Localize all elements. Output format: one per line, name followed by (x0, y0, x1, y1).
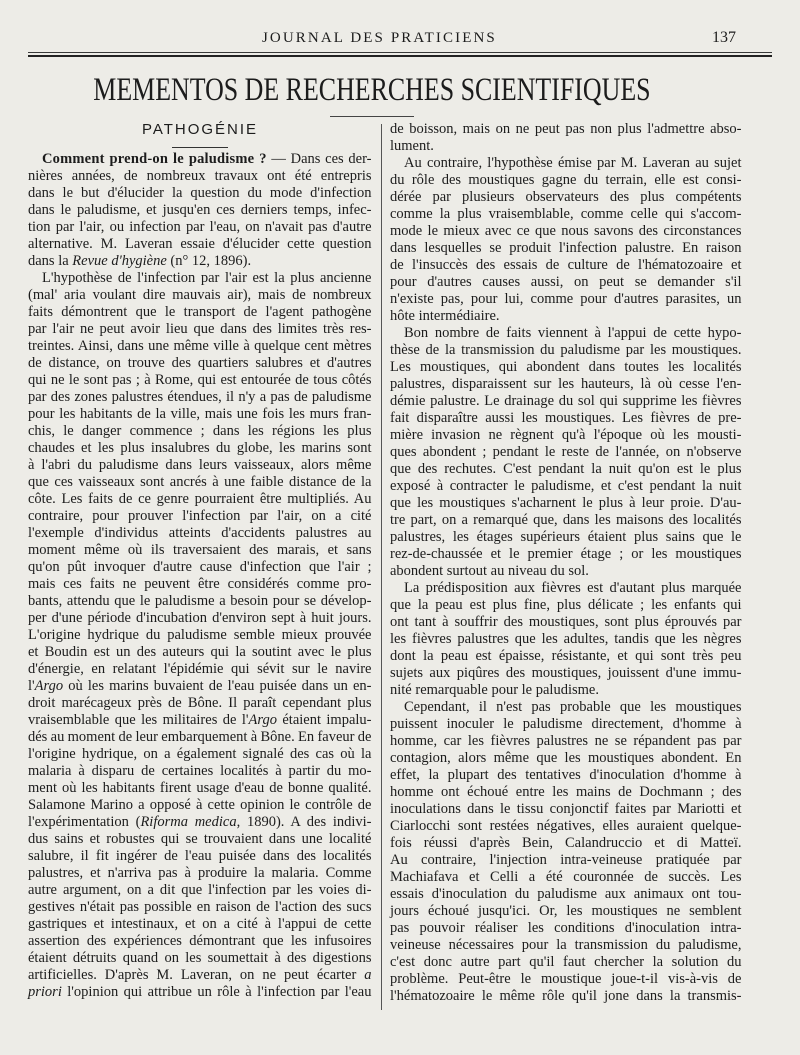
text-line (28, 253, 372, 270)
section-heading-rule (172, 147, 228, 148)
text-line (390, 410, 742, 427)
bold-run-in-question: Comment prend-on le paludisme ? (42, 151, 267, 167)
text-line (390, 886, 742, 903)
text-line (28, 780, 372, 797)
text-line (28, 746, 372, 763)
line-text: essais d'inoculation du paludisme aux animaux ont tou- (390, 886, 742, 902)
line-text: l'origine hydrique, on a également signalé des cas où la (28, 746, 372, 762)
text-run: l'opinion qui attribue un rôle à l'infection par l'eau (61, 984, 372, 1000)
text-line (390, 291, 742, 308)
paragraph (390, 155, 742, 325)
line-text: dont la peau est épaisse, résistante, et qui sont très peu (390, 648, 742, 664)
text-line (390, 427, 742, 444)
line-text: de distance, on trouve des quartiers salubres et d'autres (28, 355, 372, 371)
text-line (390, 376, 742, 393)
text-run: dans la (28, 253, 73, 269)
text-line (28, 440, 372, 457)
line-text: La prédisposition aux fièvres est d'autant plus marquée (404, 580, 742, 596)
line-text: comme la plus vraisemblable, comme celle qui s'accom- (390, 206, 742, 222)
line-text: d'énergie, en relatant l'épidémie qui sévit sur le navire (28, 661, 372, 677)
italic-text: Riforma medica (140, 814, 237, 830)
line-text: dans le but d'élucider la question du mode d'infection (28, 185, 372, 201)
line-text: veineuse nécessaires pour la transmission du paludisme, (390, 937, 742, 953)
text-line (390, 495, 742, 512)
text-line (28, 525, 372, 542)
line-text: que ces vaisseaux sont ancrés à une faible distance de la (28, 474, 372, 490)
line-text: pour d'autres causes aussi, on peut se demander s'il (390, 274, 742, 290)
line-text: de boisson, mais on ne peut pas non plus l'admettre abso- (390, 121, 742, 137)
italic-text: Argo (34, 678, 64, 694)
text-line (390, 818, 742, 835)
text-line (28, 338, 372, 355)
line-text: du rôle des moustiques gagne du terrain, elle est consi- (390, 172, 742, 188)
header-rule-thin (28, 52, 772, 53)
series-title: MEMENTOS DE RECHERCHES SCIENTIFIQUES (93, 72, 651, 108)
text-line (28, 304, 372, 321)
line-text: puissent inoculer le paludisme directement, d'homme à (390, 716, 742, 732)
text-line (390, 172, 742, 189)
text-line (390, 971, 742, 988)
text-line (390, 835, 742, 852)
line-text: gestives n'était pas possible en raison de l'action des sucs (28, 899, 372, 915)
paragraph (390, 699, 742, 1005)
line-text: mais ces faits ne peuvent être considérés comme pro- (28, 576, 372, 592)
text-line (28, 185, 372, 202)
paragraph (28, 270, 372, 1001)
line-text: Les moustiques, qui abondent dans toutes les localités (390, 359, 742, 375)
column-body (390, 121, 742, 1005)
line-text: que des rechutes. C'est pendant la nuit qu'on est le plus (390, 461, 742, 477)
paragraph (390, 580, 742, 699)
text-line (390, 529, 742, 546)
text-line (390, 461, 742, 478)
text-run: — Dans ces der- (266, 151, 372, 167)
text-line (390, 325, 742, 342)
line-text: inoculations dans le tissu conjonctif faites par Mariotti et (390, 801, 742, 817)
paragraph (28, 151, 372, 270)
text-line (28, 593, 372, 610)
line-text: mode le mieux avec ce que nous savons des circonstances (390, 223, 742, 239)
line-text: Cependant, il n'est pas probable que les moustiques (404, 699, 742, 715)
line-text: que les moustiques s'acharnent le plus à leur proie. D'au- (390, 495, 742, 511)
text-line (28, 474, 372, 491)
text-line (28, 882, 372, 899)
line-text: nières années, de nombreux travaux ont été entrepris (28, 168, 372, 184)
line-text: chis, le danger commence ; dans les régions les plus (28, 423, 372, 439)
text-line (390, 903, 742, 920)
line-text: homme ont échoué entre les mains de Dochmann ; des (390, 784, 742, 800)
line-text: dans lesquelles se produit l'infection palustre. En raison (390, 240, 742, 256)
text-line (390, 937, 742, 954)
text-line (28, 236, 372, 253)
line-text: Ciarlocchi sont restées négatives, elles auraient quelque- (390, 818, 742, 834)
line-text: que la peau est plus fine, plus délicate ; les enfants qui (390, 597, 742, 613)
line-text: par l'air ne peut avoir lieu que dans des limites très res- (28, 321, 372, 337)
text-column-left (28, 121, 372, 1005)
line-text: l'exemple d'individus atteints d'accidents palustres au (28, 525, 372, 541)
line-text: pas pouvoir réaliser les conditions d'inoculation intra- (390, 920, 742, 936)
text-line (390, 121, 742, 138)
text-line (390, 206, 742, 223)
line-text: à l'abri du paludisme dans leurs vaisseaux, alors même (28, 457, 372, 473)
line-text: qu'on pût invoquer d'autre cause d'infection que l'air ; (28, 559, 372, 575)
column-body (28, 151, 372, 1001)
title-rule (330, 116, 414, 117)
line-text: palustres, disparaissent sur les hauteurs, là où cesse l'en- (390, 376, 742, 392)
text-line (28, 678, 372, 695)
text-line (28, 321, 372, 338)
line-text: chaudes et les plus insalubres du globe, les marins sont (28, 440, 372, 456)
line-text: dés au moment de leur embarquement à Bône. En faveur de (28, 729, 372, 745)
text-line (28, 797, 372, 814)
text-line (390, 393, 742, 410)
line-text: tre part, on a remarqué que, dans les maisons des localités (390, 512, 742, 528)
line-text (28, 253, 251, 269)
text-line (390, 189, 742, 206)
text-line (28, 661, 372, 678)
line-text: nité remarquable pour le paludisme. (390, 682, 599, 698)
line-text: tion par l'air, ou infection par l'eau, on n'avait pas d'autre (28, 219, 372, 235)
text-line (28, 848, 372, 865)
line-text: droit marécageux près de Bône. Il paraît cependant plus (28, 695, 372, 711)
header-rule-thick (28, 55, 772, 57)
text-line (390, 750, 742, 767)
line-text: rez-de-chaussée et le premier étage ; or les moustiques (390, 546, 742, 562)
text-line (390, 920, 742, 937)
text-line (28, 406, 372, 423)
text-line (28, 933, 372, 950)
line-text: (mal' aria voulant dire mauvais air), mais de nombreux (28, 287, 372, 303)
paragraph (390, 325, 742, 580)
line-text: les fièvres palustres que les adultes, tandis que les nègres (390, 631, 742, 647)
text-line (28, 610, 372, 627)
line-text (28, 712, 372, 728)
text-line (28, 763, 372, 780)
line-text (42, 151, 371, 167)
text-line (28, 559, 372, 576)
text-line (28, 627, 372, 644)
text-line (390, 257, 742, 274)
text-line (390, 954, 742, 971)
text-run: étaient impalu- (276, 712, 372, 728)
text-run: l'expérimentation ( (28, 814, 141, 830)
italic-text: Argo (248, 712, 277, 728)
line-text: Bon nombre de faits viennent à l'appui de cette hypo- (404, 325, 742, 341)
line-text: salubre, il fit ingérer de l'eau puisée dans des localités (28, 848, 372, 864)
text-line (390, 716, 742, 733)
text-line (28, 389, 372, 406)
line-text: problème. Peut-être le moustique joue-t-il vis-à-vis de (390, 971, 742, 987)
text-line (390, 138, 742, 155)
text-line (28, 355, 372, 372)
text-run: (n° 12, 1896). (166, 253, 252, 269)
text-line (390, 988, 742, 1005)
text-line (390, 801, 742, 818)
line-text: par des zones palustres étendues, il n'y a pas de paludisme (28, 389, 372, 405)
line-text: ques abondent ; pendant le reste de l'année, on n'observe (390, 444, 742, 460)
text-line (390, 767, 742, 784)
text-line (390, 512, 742, 529)
line-text: malaria à disparu de certaines localités à partir du mo- (28, 763, 372, 779)
line-text: gastriques et intestinaux, et on a cité à l'appui de cette (28, 916, 372, 932)
line-text (28, 678, 372, 694)
line-text: Salamone Marino a opposé à cette opinion le contrôle de (28, 797, 372, 813)
text-run: , 1890). A des indivi- (236, 814, 372, 830)
text-line (390, 869, 742, 886)
title-block (0, 72, 744, 108)
text-line (390, 274, 742, 291)
line-text: Au contraire, l'injection intra-veineuse pratiquée par (390, 852, 742, 868)
line-text: abondent surtout au niveau du sol. (390, 563, 589, 579)
line-text: per d'une période d'incubation d'environ sept à huit jours. (28, 610, 372, 626)
line-text (28, 984, 372, 1000)
line-text: pour les habitants de la ville, mais une fois les murs fran- (28, 406, 372, 422)
text-line (390, 155, 742, 172)
line-text: palustres, les étages supérieurs étaient plus sains que le (390, 529, 742, 545)
text-run: où les marins buvaient de l'eau puisée dans un en- (63, 678, 372, 694)
page-number: 137 (712, 29, 736, 46)
text-line (390, 342, 742, 359)
line-text: étaient détruits quand on les soumettait à des digestions (28, 950, 372, 966)
text-line (28, 950, 372, 967)
line-text: c'est donc autre part qu'il faut chercher la solution du (390, 954, 742, 970)
line-text: mière invasion ne règnent qu'à l'époque où les mousti- (390, 427, 742, 443)
italic-text: priori (28, 984, 62, 1000)
line-text: et Boudin est un des auteurs qui la soutint avec le plus (28, 644, 372, 660)
line-text: Au contraire, l'hypothèse émise par M. Laveran au sujet (404, 155, 742, 171)
text-line (390, 852, 742, 869)
text-column-right (390, 121, 742, 1005)
text-line (390, 546, 742, 563)
text-line (28, 712, 372, 729)
text-line (28, 168, 372, 185)
text-line (390, 648, 742, 665)
text-line (390, 563, 742, 580)
text-line (28, 491, 372, 508)
text-line (28, 508, 372, 525)
text-line (390, 308, 742, 325)
line-text: treintes. Ainsi, dans une même ville à quelque cent mètres (28, 338, 372, 354)
text-line (390, 699, 742, 716)
line-text: autre argument, on a dit que l'infection par les voies di- (28, 882, 372, 898)
text-line (28, 865, 372, 882)
line-text: moment même où ils traversaient des marais, et sans (28, 542, 372, 558)
text-line (28, 542, 372, 559)
section-heading: PATHOGÉNIE (141, 121, 259, 138)
line-text (28, 814, 372, 830)
text-line (28, 644, 372, 661)
text-line (390, 784, 742, 801)
column-divider (381, 124, 382, 1010)
text-line (28, 372, 372, 389)
text-line (28, 899, 372, 916)
running-head: JOURNAL DES PRATICIENS (262, 30, 497, 46)
line-text: faits démontrent que le transport de l'agent pathogène (28, 304, 372, 320)
line-text: qui ne le sont pas ; à Rome, qui est entourée de tous côtés (28, 372, 372, 388)
line-text: hôte intermédiaire. (390, 308, 500, 324)
text-line (28, 695, 372, 712)
line-text: dans le paludisme, et jusqu'en ces derniers temps, infec- (28, 202, 372, 218)
line-text: thèse de la transmission du paludisme par les moustiques. (390, 342, 742, 358)
italic-text: a (364, 967, 372, 983)
line-text: effet, la plupart des tentatives d'inoculation d'homme à (390, 767, 742, 783)
text-line (28, 202, 372, 219)
line-text: l'hématozoaire le même rôle qu'il jone dans la transmis- (390, 988, 742, 1004)
line-text: jours échoué jusqu'ici. Or, les moustiques ne semblent (390, 903, 742, 919)
text-run: l' (28, 678, 35, 694)
line-text: L'hypothèse de l'infection par l'air est la plus ancienne (42, 270, 372, 286)
text-run: vraisemblable que les militaires de l' (28, 712, 249, 728)
text-line (28, 967, 372, 984)
paragraph (390, 121, 742, 155)
text-line (28, 984, 372, 1001)
line-text: assertion des expériences démontrant que les infusoires (28, 933, 372, 949)
line-text: fait disparaître aussi les moustiques. Les fièvres de pre- (390, 410, 742, 426)
text-line (390, 631, 742, 648)
line-text: palustres, et n'arriva pas à produire la malaria. Comme (28, 865, 372, 881)
text-line (390, 223, 742, 240)
line-text: homme, car les fièvres palustres ne se répandent pas par (390, 733, 742, 749)
italic-text: Revue d'hygiène (72, 253, 167, 269)
text-line (28, 457, 372, 474)
line-text: Machiafava et Celli a été couronnée de succès. Les (390, 869, 742, 885)
line-text: bants, attendu que le paludisme a besoin pour se dévelop- (28, 593, 372, 609)
line-text: exposé à contracter le paludisme, et c'est pendant la nuit (390, 478, 742, 494)
text-line (390, 359, 742, 376)
line-text: lument. (390, 138, 434, 154)
text-line (28, 576, 372, 593)
text-line (390, 665, 742, 682)
line-text: contraire, pour prouver l'infection par l'air, on a cité (28, 508, 372, 524)
text-run: artificielles. D'après M. Laveran, on ne peut écarter (28, 967, 365, 983)
text-line (390, 240, 742, 257)
line-text (28, 967, 372, 983)
text-line (28, 831, 372, 848)
line-text: ont tant à souffrir des moustiques, sont plus éprouvés par (390, 614, 742, 630)
line-text: L'origine hydrique du paludisme semble mieux prouvée (28, 627, 372, 643)
text-line (28, 814, 372, 831)
text-line (390, 478, 742, 495)
text-line (390, 444, 742, 461)
line-text: contagion, alors même que les moustiques abondent. En (390, 750, 742, 766)
text-line (28, 219, 372, 236)
text-line (390, 580, 742, 597)
line-text: n'existe pas, pour lui, comme pour d'autres parasites, un (390, 291, 742, 307)
line-text: démie palustre. Le drainage du sol qui supprime les fièvres (390, 393, 742, 409)
text-line (28, 916, 372, 933)
text-line (28, 151, 372, 168)
text-line (390, 614, 742, 631)
text-line (390, 682, 742, 699)
line-text: dérée par plusieurs observateurs des plus compétents (390, 189, 742, 205)
text-line (28, 729, 372, 746)
text-line (390, 597, 742, 614)
line-text: sujets aux piqûres des moustiques, jouissent d'une immu- (390, 665, 742, 681)
line-text: fois réussi d'après Bein, Calandruccio et di Matteï. (390, 835, 742, 851)
line-text: côte. Les faits de ce genre pourraient être multipliés. Au (28, 491, 372, 507)
line-text: de l'insuccès des essais de culture de l'hématozoaire et (390, 257, 742, 273)
line-text: alternative. M. Laveran essaie d'élucider cette question (28, 236, 372, 252)
line-text: dus sains et robustes qui se trouvaient dans une localité (28, 831, 372, 847)
text-line (390, 733, 742, 750)
text-line (28, 423, 372, 440)
text-line (28, 287, 372, 304)
line-text: ment où les habitants firent usage d'eau de bonne qualité. (28, 780, 372, 796)
text-line (28, 270, 372, 287)
